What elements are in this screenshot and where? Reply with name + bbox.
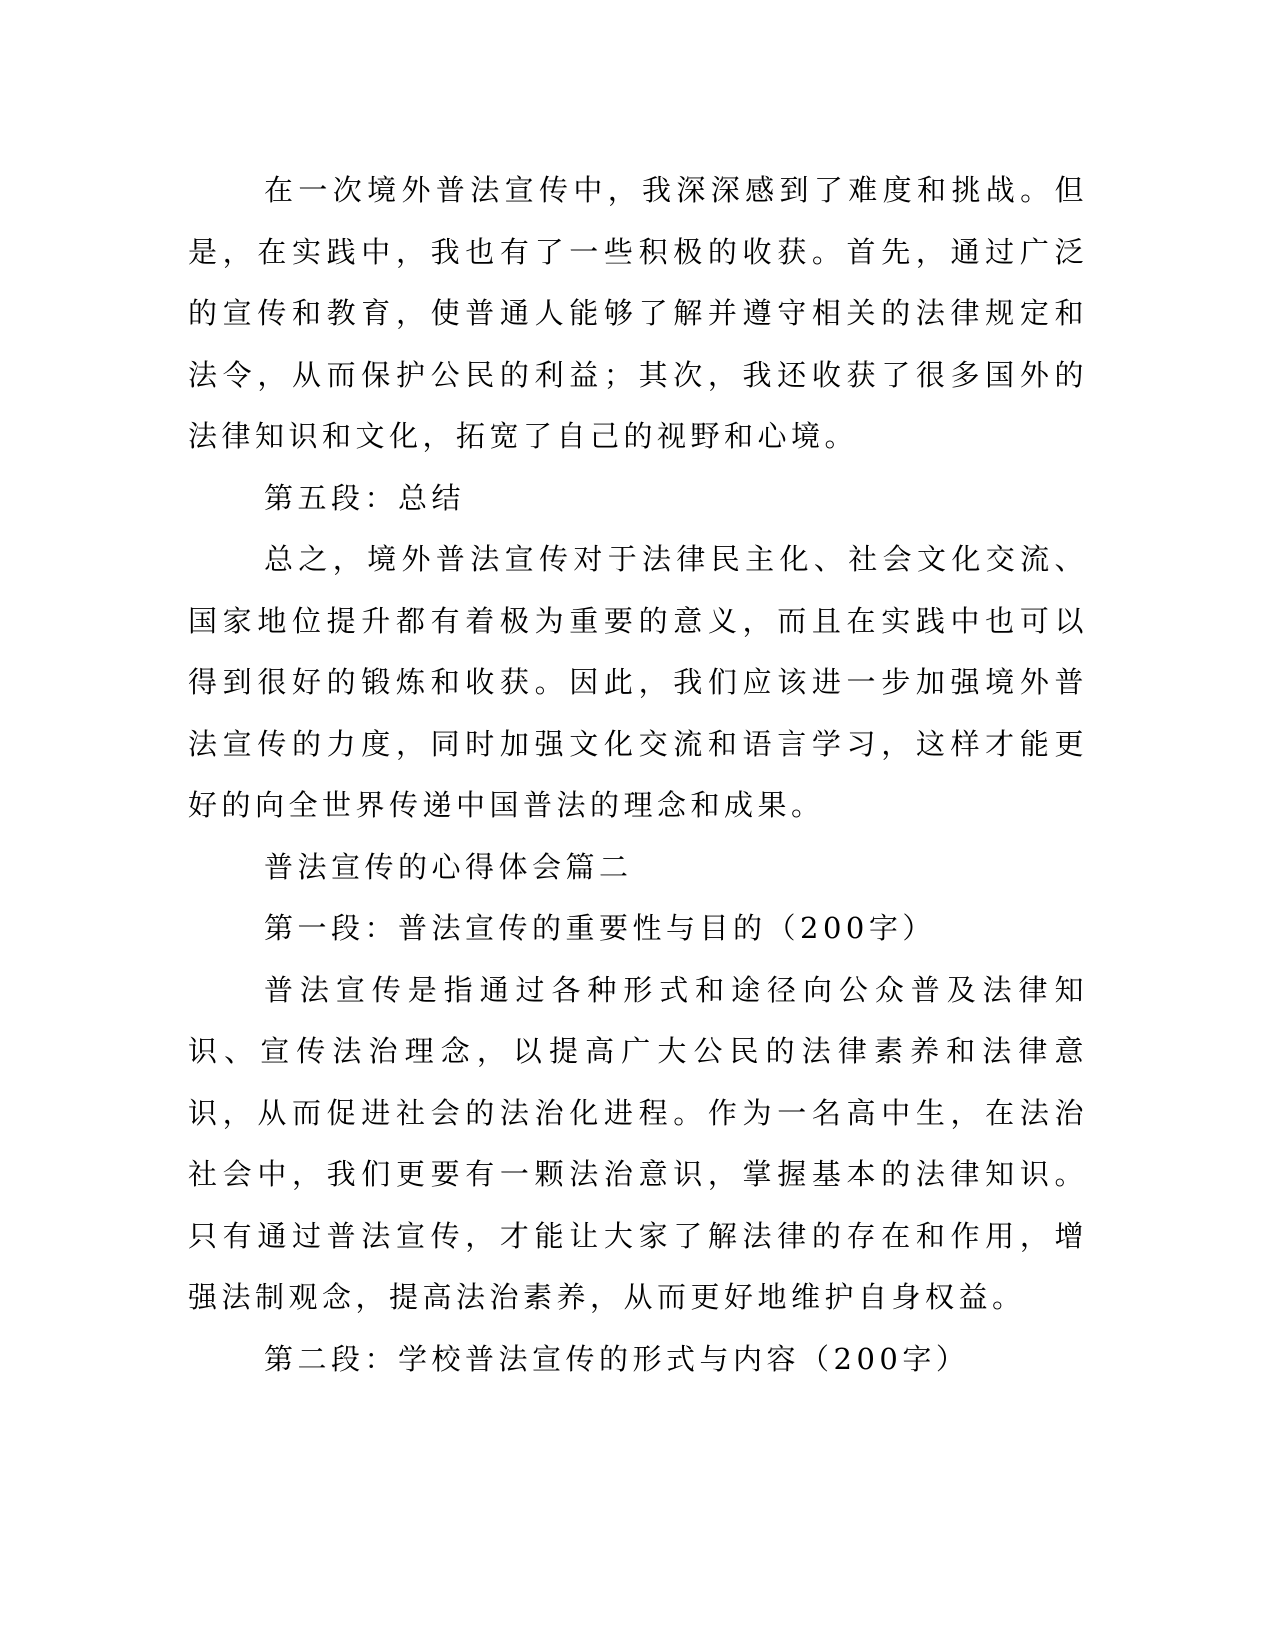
- section-heading-five: 第五段：总结: [264, 480, 466, 515]
- document-body: [188, 160, 1088, 1390]
- article-title-part-two: 普法宣传的心得体会篇二: [264, 849, 633, 884]
- paragraph-summary: 总之，境外普法宣传对于法律民主化、社会文化交流、国家地位提升都有着极为重要的意义，而且在实践中也可以得到很好的锻炼和收获。因此，我们应该进一步加强境外普法宣传的力度，同时加强文化交流和语言学习，这样才能更好的向全世界传递中国普法的理念和成果。: [188, 542, 1088, 822]
- section-heading-one: 第一段：普法宣传的重要性与目的（200字）: [264, 911, 936, 945]
- section-heading-two: 第二段：学校普法宣传的形式与内容（200字）: [264, 1341, 970, 1376]
- paragraph-importance: 普法宣传是指通过各种形式和途径向公众普及法律知识、宣传法治理念，以提高广大公民的法律素养和法律意识，从而促进社会的法治化进程。作为一名高中生，在法治社会中，我们更要有一颗法治意识，掌握基本的法律知识。只有通过普法宣传，才能让大家了解法律的存在和作用，增强法制观念，提高法治素养，从而更好地维护自身权益。: [188, 972, 1088, 1314]
- paragraph-overseas-practice: 在一次境外普法宣传中，我深深感到了难度和挑战。但是，在实践中，我也有了一些积极的收获。首先，通过广泛的宣传和教育，使普通人能够了解并遵守相关的法律规定和法令，从而保护公民的利益；其次，我还收获了很多国外的法律知识和文化，拓宽了自己的视野和心境。: [188, 173, 1088, 453]
